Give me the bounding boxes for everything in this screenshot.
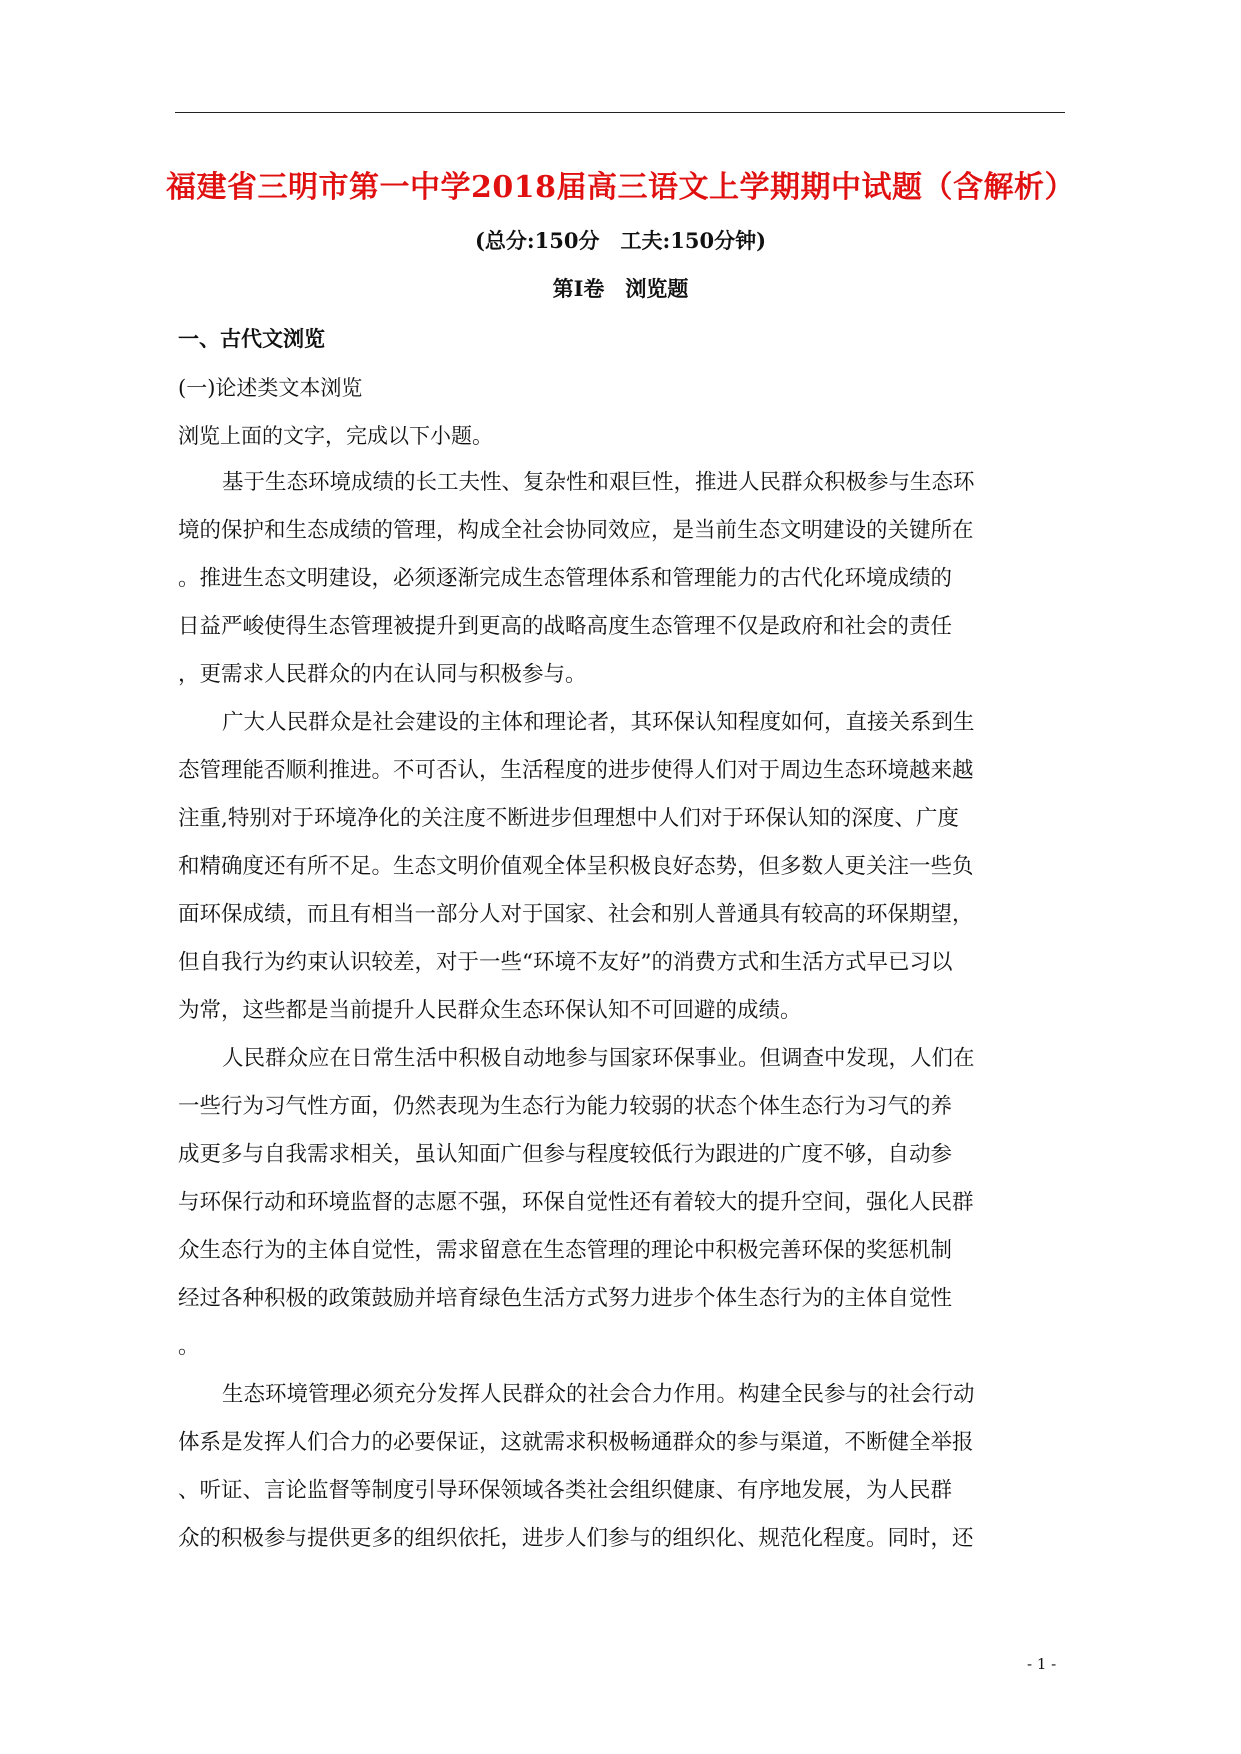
body-line: 众生态行为的主体自觉性，需求留意在生态管理的理论中积极完善环保的奖惩机制 bbox=[178, 1238, 953, 1263]
body-line: 境的保护和生态成绩的管理，构成全社会协同效应，是当前生态文明建设的关键所在 bbox=[178, 518, 974, 543]
body-line: 面环保成绩，而且有相当一部分人对于国家、社会和别人普通具有较高的环保期望， bbox=[178, 902, 974, 927]
body-line: 态管理能否顺利推进。不可否认，生活程度的进步使得人们对于周边生态环境越来越 bbox=[178, 758, 974, 783]
body-line: 众的积极参与提供更多的组织依托，进步人们参与的组织化、规范化程度。同时，还 bbox=[178, 1526, 974, 1551]
body-line: 。 bbox=[178, 1334, 200, 1359]
body-line: 和精确度还有所不足。生态文明价值观全体呈积极良好态势，但多数人更关注一些负 bbox=[178, 854, 974, 879]
body-line: 、听证、言论监督等制度引导环保领域各类社会组织健康、有序地发展，为人民群 bbox=[178, 1478, 953, 1503]
body-line: 生态环境管理必须充分发挥人民群众的社会合力作用。构建全民参与的社会行动 bbox=[222, 1382, 975, 1407]
body-line: 为常，这些都是当前提升人民群众生态环保认知不可回避的成绩。 bbox=[178, 998, 802, 1023]
body-line: 经过各种积极的政策鼓励并培育绿色生活方式努力进步个体生态行为的主体自觉性 bbox=[178, 1286, 953, 1311]
body-line: 但自我行为约束认识较差，对于一些“环境不友好”的消费方式和生活方式早已习以 bbox=[178, 950, 953, 975]
document-subtitle: (总分:150分 工夫:150分钟) bbox=[474, 228, 767, 253]
document-title: 福建省三明市第一中学2018届高三语文上学期期中试题（含解析） bbox=[166, 170, 1075, 205]
body-line: 与环保行动和环境监督的志愿不强，环保自觉性还有着较大的提升空间，强化人民群 bbox=[178, 1190, 974, 1215]
body-line: 体系是发挥人们合力的必要保证，这就需求积极畅通群众的参与渠道，不断健全举报 bbox=[178, 1430, 974, 1455]
body-line: ，更需求人民群众的内在认同与积极参与。 bbox=[178, 662, 587, 687]
body-line: 注重,特别对于环境净化的关注度不断进步但理想中人们对于环保认知的深度、广度 bbox=[178, 806, 959, 831]
header-rule bbox=[175, 112, 1065, 113]
page-number: - 1 - bbox=[1027, 1655, 1057, 1673]
body-line: 广大人民群众是社会建设的主体和理论者，其环保认知程度如何，直接关系到生 bbox=[222, 710, 975, 735]
body-line: 成更多与自我需求相关，虽认知面广但参与程度较低行为跟进的广度不够，自动参 bbox=[178, 1142, 953, 1167]
body-line: 。推进生态文明建设，必须逐渐完成生态管理体系和管理能力的古代化环境成绩的 bbox=[178, 566, 953, 591]
reading-instruction: 浏览上面的文字，完成以下小题。 bbox=[178, 424, 493, 448]
heading-ancient-reading: 一、古代文浏览 bbox=[178, 326, 325, 351]
section-title: 第Ⅰ卷 浏览题 bbox=[552, 276, 689, 301]
heading-argumentative-reading: (一)论述类文本浏览 bbox=[178, 376, 363, 400]
body-line: 一些行为习气性方面，仍然表现为生态行为能力较弱的状态个体生态行为习气的养 bbox=[178, 1094, 953, 1119]
body-line: 基于生态环境成绩的长工夫性、复杂性和艰巨性，推进人民群众积极参与生态环 bbox=[222, 470, 975, 495]
body-line: 日益严峻使得生态管理被提升到更高的战略高度生态管理不仅是政府和社会的责任 bbox=[178, 614, 953, 639]
body-line: 人民群众应在日常生活中积极自动地参与国家环保事业。但调查中发现，人们在 bbox=[222, 1046, 975, 1071]
